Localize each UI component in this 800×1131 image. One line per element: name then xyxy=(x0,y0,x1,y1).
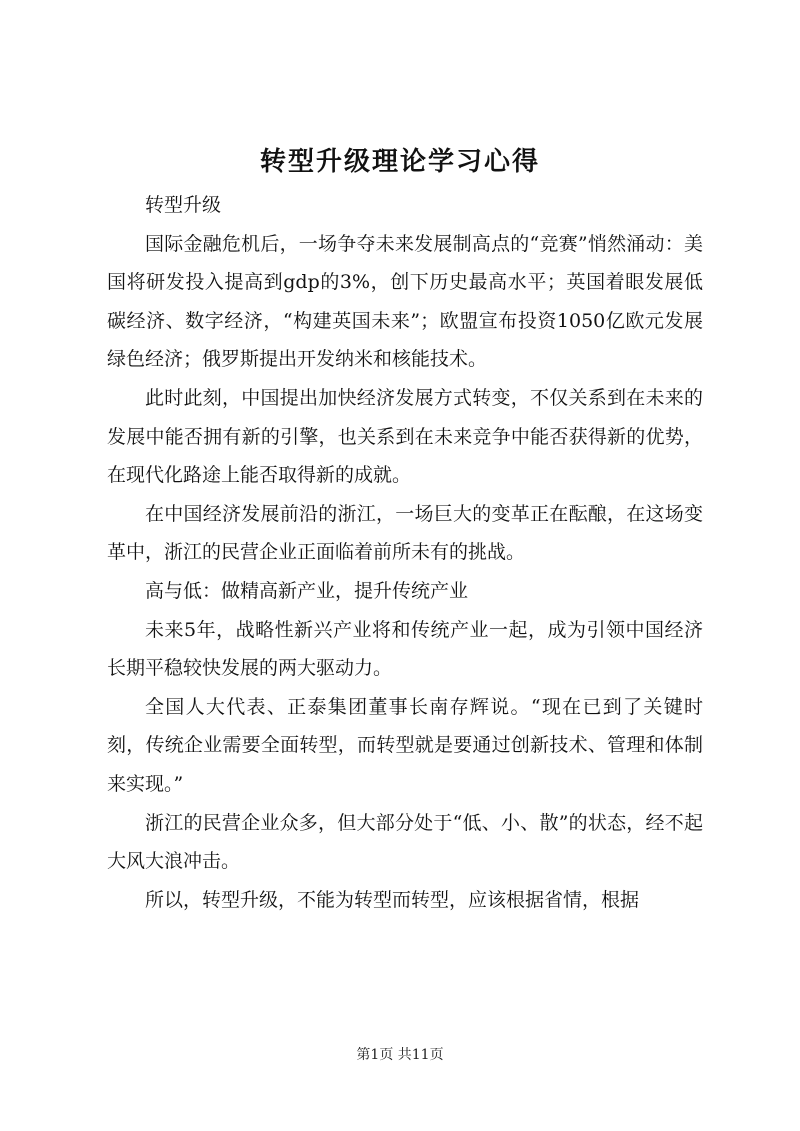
paragraph-9: 所以，转型升级，不能为转型而转型，应该根据省情，根据 xyxy=(145,888,640,911)
page-footer: 第1页 共11页 xyxy=(356,1047,444,1063)
document-title: 转型升级理论学习心得 xyxy=(259,147,540,177)
paragraph-8: 浙江的民营企业众多，但大部分处于“低、小、散”的状态，经不起大风大浪冲击。 xyxy=(107,811,703,873)
paragraph-5: 高与低：做精高新产业，提升传统产业 xyxy=(145,579,469,602)
document-body xyxy=(107,186,703,919)
paragraph-6: 未来5年，战略性新兴产业将和传统产业一起，成为引领中国经济长期平稳较快发展的两大驱动力。 xyxy=(107,618,703,680)
paragraph-3: 此时此刻，中国提出加快经济发展方式转变，不仅关系到在未来的发展中能否拥有新的引擎，也关系到在未来竞争中能否获得新的优势，在现代化路途上能否取得新的成就。 xyxy=(107,386,703,487)
paragraph-4: 在中国经济发展前沿的浙江，一场巨大的变革正在酝酿，在这场变革中，浙江的民营企业正面临着前所未有的挑战。 xyxy=(107,502,703,564)
paragraph-2: 国际金融危机后，一场争夺未来发展制高点的“竞赛”悄然涌动：美国将研发投入提高到gdp的3%，创下历史最高水平；英国着眼发展低碳经济、数字经济，“构建英国未来”；欧盟宣布投资1050亿欧元发展绿色经济；俄罗斯提出开发纳米和核能技术。 xyxy=(107,232,703,371)
paragraph-7: 全国人大代表、正泰集团董事长南存辉说。“现在已到了关键时刻，传统企业需要全面转型，而转型就是要通过创新技术、管理和体制来实现。” xyxy=(107,695,703,795)
paragraph-1: 转型升级 xyxy=(145,194,222,216)
